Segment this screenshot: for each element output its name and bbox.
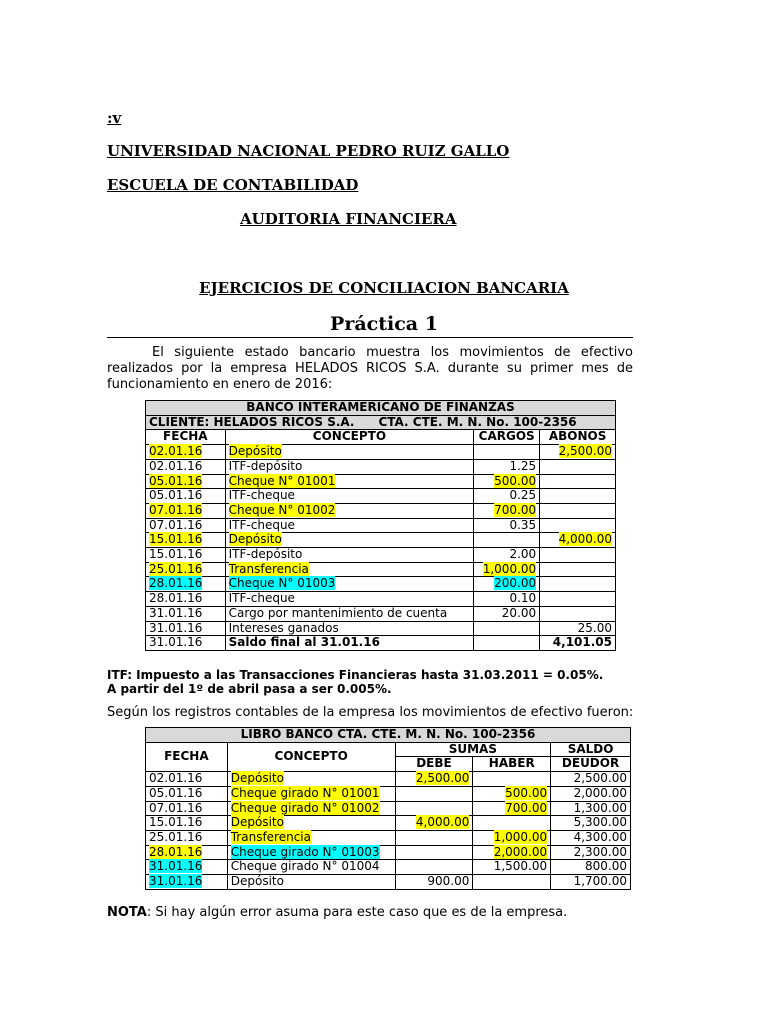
final-fecha: 31.01.16: [146, 636, 226, 651]
bank-cell-cargos: 20.00: [474, 606, 540, 621]
ledger-cell-saldo: 1,700.00: [551, 875, 631, 890]
bank-cell-concepto: ITF-cheque: [225, 592, 474, 607]
ledger-cell-debe: [395, 845, 473, 860]
ledger-header-fecha: FECHA: [146, 742, 228, 771]
bank-cell-fecha: 07.01.16: [146, 518, 226, 533]
ledger-cell-fecha: 25.01.16: [146, 830, 228, 845]
final-cargos: [474, 636, 540, 651]
ledger-cell-debe: 4,000.00: [395, 816, 473, 831]
bank-cell-concepto: ITF-cheque: [225, 489, 474, 504]
bank-cell-concepto: ITF-cheque: [225, 518, 474, 533]
ledger-row: [146, 845, 631, 860]
bank-cell-abonos: [540, 518, 616, 533]
ledger-cell-concepto: Depósito: [227, 816, 395, 831]
course-name: AUDITORIA FINANCIERA: [240, 210, 457, 228]
ledger-cell-concepto: Cheque girado N° 01002: [227, 801, 395, 816]
bank-cell-abonos: [540, 503, 616, 518]
bank-row: [146, 518, 616, 533]
practice-title: Práctica 1: [330, 313, 438, 335]
bank-cell-abonos: 2,500.00: [540, 445, 616, 460]
nota-label: NOTA: [107, 905, 147, 920]
ledger-cell-fecha: 15.01.16: [146, 816, 228, 831]
school-name: ESCUELA DE CONTABILIDAD: [107, 176, 359, 194]
ledger-header-debe: DEBE: [395, 757, 473, 772]
ledger-cell-concepto: Cheque girado N° 01004: [227, 860, 395, 875]
bank-cell-abonos: [540, 577, 616, 592]
ledger-cell-debe: 2,500.00: [395, 772, 473, 787]
ledger-cell-debe: [395, 801, 473, 816]
bank-statement-table: [145, 400, 616, 651]
ledger-cell-saldo: 5,300.00: [551, 816, 631, 831]
ledger-cell-debe: 900.00: [395, 875, 473, 890]
col-header-cargos: CARGOS: [474, 430, 540, 445]
account-number: CTA. CTE. M. N. No. 100-2356: [378, 414, 577, 429]
tag-text: :v: [107, 109, 122, 127]
ledger-header-deudor: DEUDOR: [551, 757, 631, 772]
intro-paragraph: El siguiente estado bancario muestra los movimientos de efectivo realizados por la empresa HELADOS RICOS S.A. durante su primer mes de funcionamiento en enero de 2016:: [107, 345, 633, 392]
bank-cell-fecha: 05.01.16: [146, 474, 226, 489]
ledger-row: [146, 830, 631, 845]
bank-cell-concepto: Transferencia: [225, 562, 474, 577]
ledger-cell-haber: 500.00: [473, 786, 551, 801]
bank-cell-cargos: 0.35: [474, 518, 540, 533]
bank-cell-fecha: 28.01.16: [146, 592, 226, 607]
ledger-cell-fecha: 05.01.16: [146, 786, 228, 801]
ledger-cell-saldo: 800.00: [551, 860, 631, 875]
ledger-cell-concepto: Depósito: [227, 875, 395, 890]
ledger-table: [145, 727, 631, 890]
final-balance: 4,101.05: [540, 636, 616, 651]
col-header-fecha: FECHA: [146, 430, 226, 445]
ledger-cell-haber: 2,000.00: [473, 845, 551, 860]
itf-note: [107, 668, 603, 696]
ledger-cell-fecha: 02.01.16: [146, 772, 228, 787]
bank-cell-abonos: [540, 548, 616, 563]
ledger-cell-fecha: 07.01.16: [146, 801, 228, 816]
bank-cell-cargos: [474, 621, 540, 636]
ledger-cell-debe: [395, 860, 473, 875]
ledger-cell-haber: 700.00: [473, 801, 551, 816]
bank-cell-cargos: 1,000.00: [474, 562, 540, 577]
bank-cell-cargos: 700.00: [474, 503, 540, 518]
nota-text: : Si hay algún error asuma para este caso que es de la empresa.: [146, 905, 568, 920]
ledger-cell-saldo: 1,300.00: [551, 801, 631, 816]
ledger-cell-haber: [473, 816, 551, 831]
exercise-title: EJERCICIOS DE CONCILIACION BANCARIA: [199, 279, 569, 297]
bank-cell-concepto: Depósito: [225, 533, 474, 548]
bank-cell-abonos: [540, 459, 616, 474]
bank-cell-concepto: Cheque N° 01003: [225, 577, 474, 592]
ledger-row: [146, 875, 631, 890]
bank-row: [146, 592, 616, 607]
client-name: CLIENTE: HELADOS RICOS S.A.: [149, 414, 355, 429]
ledger-cell-haber: 1,500.00: [473, 860, 551, 875]
bank-cell-concepto: Cheque N° 01002: [225, 503, 474, 518]
bank-cell-abonos: [540, 606, 616, 621]
bank-cell-cargos: 2.00: [474, 548, 540, 563]
bank-client-row: [146, 415, 616, 430]
bank-cell-abonos: [540, 592, 616, 607]
ledger-intro: Según los registros contables de la empresa los movimientos de efectivo fueron:: [107, 705, 634, 720]
ledger-cell-concepto: Depósito: [227, 772, 395, 787]
bank-row: [146, 577, 616, 592]
title-rule: [107, 337, 633, 338]
bank-cell-fecha: 25.01.16: [146, 562, 226, 577]
ledger-row: [146, 860, 631, 875]
bank-cell-cargos: 1.25: [474, 459, 540, 474]
ledger-cell-haber: [473, 875, 551, 890]
itf-note-line-2: A partir del 1º de abril pasa a ser 0.005%.: [107, 682, 392, 696]
bank-row: [146, 503, 616, 518]
bank-cell-concepto: Depósito: [225, 445, 474, 460]
bank-cell-fecha: 05.01.16: [146, 489, 226, 504]
ledger-cell-saldo: 2,500.00: [551, 772, 631, 787]
ledger-header-sumas: SUMAS: [395, 742, 551, 757]
bank-cell-abonos: [540, 474, 616, 489]
final-concepto: Saldo final al 31.01.16: [225, 636, 474, 651]
bank-row: [146, 459, 616, 474]
bank-row: [146, 621, 616, 636]
ledger-cell-debe: [395, 830, 473, 845]
ledger-header-concepto: CONCEPTO: [227, 742, 395, 771]
bank-cell-cargos: 0.25: [474, 489, 540, 504]
col-header-concepto: CONCEPTO: [225, 430, 474, 445]
ledger-cell-fecha: 31.01.16: [146, 860, 228, 875]
university-name: UNIVERSIDAD NACIONAL PEDRO RUIZ GALLO: [107, 142, 510, 160]
bank-cell-abonos: 4,000.00: [540, 533, 616, 548]
bank-row: [146, 489, 616, 504]
ledger-row: [146, 772, 631, 787]
bank-cell-fecha: 31.01.16: [146, 621, 226, 636]
ledger-header-saldo: SALDO: [551, 742, 631, 757]
bank-cell-fecha: 02.01.16: [146, 445, 226, 460]
ledger-row: [146, 801, 631, 816]
ledger-cell-concepto: Cheque girado N° 01003: [227, 845, 395, 860]
bank-title: BANCO INTERAMERICANO DE FINANZAS: [146, 401, 616, 416]
bank-row: [146, 533, 616, 548]
bank-cell-concepto: Cargo por mantenimiento de cuenta: [225, 606, 474, 621]
bank-cell-abonos: 25.00: [540, 621, 616, 636]
bank-cell-cargos: [474, 533, 540, 548]
bank-cell-concepto: Cheque N° 01001: [225, 474, 474, 489]
bank-row: [146, 445, 616, 460]
bank-row: [146, 606, 616, 621]
bank-cell-abonos: [540, 489, 616, 504]
bank-cell-concepto: ITF-depósito: [225, 548, 474, 563]
bank-cell-fecha: 15.01.16: [146, 548, 226, 563]
ledger-cell-haber: 1,000.00: [473, 830, 551, 845]
itf-note-line-1: ITF: Impuesto a las Transacciones Financieras hasta 31.03.2011 = 0.05%.: [107, 668, 604, 682]
ledger-cell-haber: [473, 772, 551, 787]
ledger-cell-debe: [395, 786, 473, 801]
ledger-cell-concepto: Transferencia: [227, 830, 395, 845]
bank-cell-fecha: 02.01.16: [146, 459, 226, 474]
nota: [107, 905, 567, 921]
ledger-cell-saldo: 2,300.00: [551, 845, 631, 860]
bank-cell-concepto: Intereses ganados: [225, 621, 474, 636]
ledger-row: [146, 816, 631, 831]
ledger-cell-saldo: 2,000.00: [551, 786, 631, 801]
ledger-cell-saldo: 4,300.00: [551, 830, 631, 845]
ledger-cell-fecha: 31.01.16: [146, 875, 228, 890]
bank-cell-abonos: [540, 562, 616, 577]
bank-cell-fecha: 15.01.16: [146, 533, 226, 548]
bank-row: [146, 548, 616, 563]
bank-cell-cargos: 500.00: [474, 474, 540, 489]
ledger-header-haber: HABER: [473, 757, 551, 772]
bank-cell-cargos: [474, 445, 540, 460]
bank-row: [146, 562, 616, 577]
ledger-title: LIBRO BANCO CTA. CTE. M. N. No. 100-2356: [146, 728, 631, 743]
ledger-cell-fecha: 28.01.16: [146, 845, 228, 860]
ledger-row: [146, 786, 631, 801]
bank-cell-fecha: 28.01.16: [146, 577, 226, 592]
col-header-abonos: ABONOS: [540, 430, 616, 445]
ledger-cell-concepto: Cheque girado N° 01001: [227, 786, 395, 801]
bank-cell-concepto: ITF-depósito: [225, 459, 474, 474]
bank-row: [146, 474, 616, 489]
bank-cell-cargos: 200.00: [474, 577, 540, 592]
bank-cell-cargos: 0.10: [474, 592, 540, 607]
bank-cell-fecha: 31.01.16: [146, 606, 226, 621]
bank-cell-fecha: 07.01.16: [146, 503, 226, 518]
